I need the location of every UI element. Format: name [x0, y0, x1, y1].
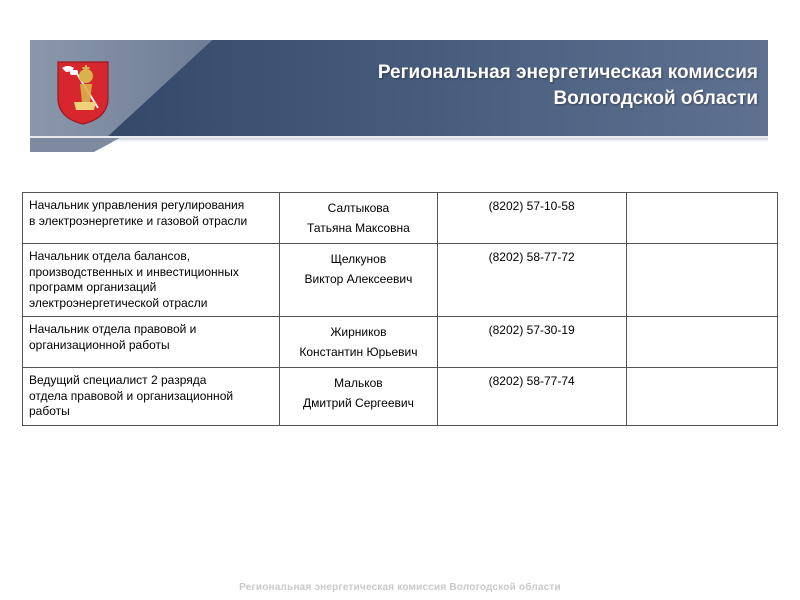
contacts-table: [22, 192, 778, 426]
position-cell: [23, 317, 280, 368]
phone-cell: (8202) 58-77-74: [437, 368, 626, 426]
position-text: Ведущий специалист 2 разряда: [29, 373, 207, 387]
given-name-text: Дмитрий Сергеевич: [303, 396, 414, 410]
position-text: работы: [29, 404, 70, 418]
phone-cell: (8202) 58-77-72: [437, 244, 626, 317]
empty-cell: [626, 317, 777, 368]
surname-text: Мальков: [334, 376, 383, 390]
given-name-text: Татьяна Максовна: [307, 221, 410, 235]
position-text: электроэнергетической отрасли: [29, 295, 208, 310]
footer-text: Региональная энергетическая комиссия Вологодской области: [239, 582, 561, 593]
table-row: [23, 317, 778, 368]
given-name-text: Виктор Алексеевич: [304, 272, 413, 286]
position-text: в электроэнергетике и газовой отрасли: [29, 213, 248, 228]
surname-text: Салтыкова: [327, 201, 390, 215]
page-title-line-2: Вологодской области: [553, 88, 758, 109]
page-title-line-1: Региональная энергетическая комиссия: [377, 62, 758, 83]
position-text: Начальник отдела балансов,: [29, 249, 191, 263]
position-cell: [23, 368, 280, 426]
header-banner: [0, 0, 800, 160]
position-text: производственных и инвестиционных: [29, 264, 239, 279]
name-cell: [280, 368, 437, 426]
surname-text: Жирников: [330, 325, 387, 339]
position-cell: [23, 244, 280, 317]
position-text: отдела правовой и организационной: [29, 388, 234, 403]
position-text: программ организаций: [29, 280, 157, 294]
page-title: [298, 60, 758, 112]
position-text: организационной работы: [29, 337, 170, 352]
empty-cell: [626, 368, 777, 426]
empty-cell: [626, 244, 777, 317]
table-row: [23, 193, 778, 244]
position-text: Начальник отдела правовой и: [29, 322, 197, 336]
empty-cell: [626, 193, 777, 244]
position-text: Начальник управления регулирования: [29, 198, 245, 212]
name-cell: [280, 193, 437, 244]
coat-of-arms-icon: [56, 58, 110, 126]
phone-cell: (8202) 57-10-58: [437, 193, 626, 244]
table-row: [23, 244, 778, 317]
position-cell: [23, 193, 280, 244]
name-cell: [280, 317, 437, 368]
name-cell: [280, 244, 437, 317]
given-name-text: Константин Юрьевич: [299, 345, 418, 359]
surname-text: Щелкунов: [330, 252, 387, 266]
phone-cell: (8202) 57-30-19: [437, 317, 626, 368]
table-row: [23, 368, 778, 426]
